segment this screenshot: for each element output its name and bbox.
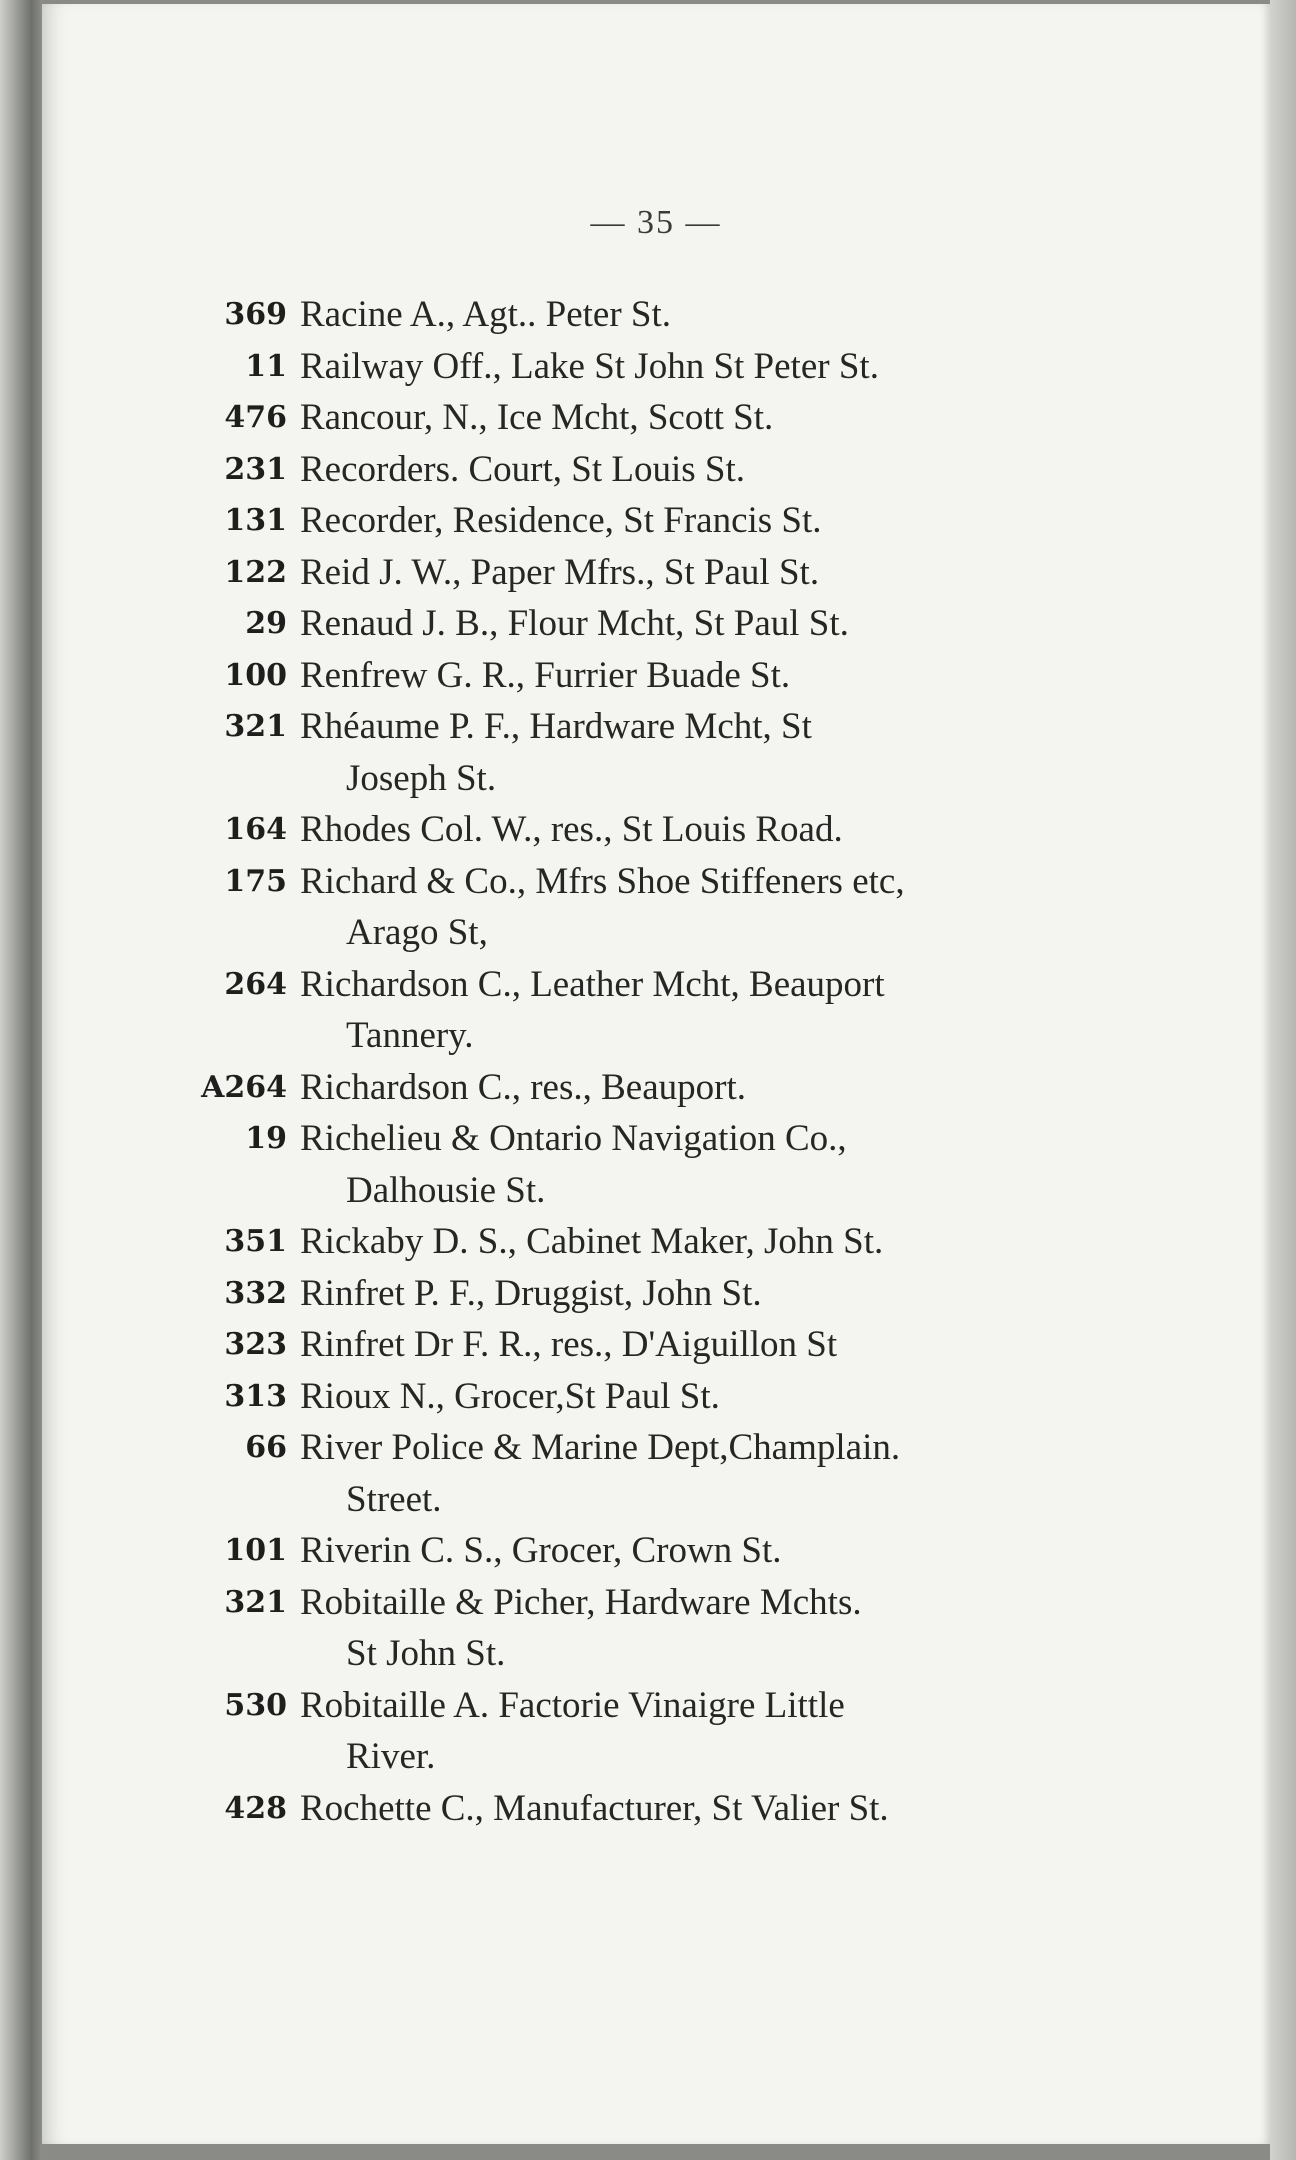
entry-text: Recorders. Court, St Louis St. <box>300 448 746 490</box>
entry-text: River Police & Marine Dept,Champlain. <box>300 1427 901 1468</box>
page-number: — 35 — <box>590 204 722 241</box>
entry-text: Reid J. W., Paper Mfrs., St Paul St. <box>300 551 820 593</box>
directory-entry <box>42 547 1270 599</box>
entry-text: Rochette C., Manufacturer, St Valier St. <box>300 1787 889 1829</box>
directory-entry <box>42 1525 1270 1577</box>
entry-text-continued: River. <box>346 1736 436 1777</box>
directory-entry <box>42 1319 1270 1371</box>
directory-entry <box>42 289 1270 341</box>
entry-text: Robitaille & Picher, Hardware Mchts. <box>300 1581 862 1623</box>
entry-text: Renfrew G. R., Furrier Buade St. <box>300 654 791 696</box>
entry-text-continued: Joseph St. <box>346 757 497 799</box>
entry-text: Recorder, Residence, St Francis St. <box>300 500 822 541</box>
entry-text: Richelieu & Ontario Navigation Co., <box>300 1118 847 1159</box>
directory-entry <box>42 1577 1270 1680</box>
phone-number: 100 <box>224 657 287 693</box>
directory-entry <box>42 1113 1270 1216</box>
phone-number: 428 <box>224 1790 287 1826</box>
entry-text: Rhéaume P. F., Hardware Mcht, St <box>300 706 812 747</box>
directory-entry <box>42 341 1270 393</box>
directory-entry <box>42 650 1270 702</box>
phone-number: 231 <box>224 451 287 487</box>
directory-entry <box>42 1783 1270 1835</box>
directory-entry <box>42 1422 1270 1525</box>
directory-entry <box>42 1680 1270 1783</box>
directory-entry <box>42 701 1270 804</box>
phone-number: 264 <box>224 966 287 1002</box>
entry-text: Rioux N., Grocer,St Paul St. <box>300 1375 720 1417</box>
directory-entry <box>42 856 1270 959</box>
phone-number: A264 <box>201 1069 287 1105</box>
directory-entry <box>42 444 1270 496</box>
entry-text-continued: Dalhousie St. <box>346 1169 546 1211</box>
phone-number: 323 <box>224 1327 287 1362</box>
phone-number: 29 <box>245 606 287 641</box>
entry-text: Rancour, N., Ice Mcht, Scott St. <box>300 397 774 438</box>
entry-text: Richard & Co., Mfrs Shoe Stiffeners etc, <box>300 860 905 902</box>
phone-number: 351 <box>224 1224 287 1259</box>
phone-number: 313 <box>224 1378 287 1414</box>
directory-entry <box>42 392 1270 444</box>
entry-text: Rhodes Col. W., res., St Louis Road. <box>300 809 843 850</box>
entry-text: Richardson C., res., Beauport. <box>300 1066 746 1108</box>
phone-number: 122 <box>224 554 287 590</box>
entry-text-continued: Arago St, <box>346 912 488 953</box>
entry-text: Rickaby D. S., Cabinet Maker, John St. <box>300 1221 884 1262</box>
book-spine <box>0 0 42 2160</box>
directory-entry <box>42 1062 1270 1114</box>
page <box>42 4 1270 2144</box>
page-edge <box>1270 0 1296 2160</box>
directory-entry <box>42 804 1270 856</box>
entry-text-continued: Tannery. <box>346 1015 474 1056</box>
phone-number: 530 <box>224 1687 287 1723</box>
phone-number: 19 <box>245 1121 287 1156</box>
phone-number: 175 <box>224 863 287 899</box>
phone-number: 332 <box>224 1275 287 1311</box>
entry-text: Racine A., Agt.. Peter St. <box>300 294 671 335</box>
directory-entry <box>42 959 1270 1062</box>
phone-number: 321 <box>224 709 287 744</box>
entry-text: Rinfret Dr F. R., res., D'Aiguillon St <box>300 1324 838 1365</box>
entry-text: Robitaille A. Factorie Vinaigre Little <box>300 1684 845 1726</box>
phone-number: 66 <box>245 1430 287 1465</box>
entry-text-continued: St John St. <box>346 1633 506 1674</box>
directory-entry <box>42 598 1270 650</box>
entry-text: Richardson C., Leather Mcht, Beauport <box>300 963 885 1005</box>
phone-number: 101 <box>224 1533 287 1568</box>
phone-number: 11 <box>245 348 287 384</box>
phone-number: 131 <box>224 503 287 538</box>
phone-number: 476 <box>224 400 287 435</box>
directory-entry <box>42 1371 1270 1423</box>
phone-number: 321 <box>224 1584 287 1620</box>
entry-text: Riverin C. S., Grocer, Crown St. <box>300 1530 782 1571</box>
directory-list <box>42 289 1270 1834</box>
entry-text: Railway Off., Lake St John St Peter St. <box>300 345 879 387</box>
entry-text: Rinfret P. F., Druggist, John St. <box>300 1272 762 1314</box>
entry-text: Renaud J. B., Flour Mcht, St Paul St. <box>300 603 849 644</box>
phone-number: 369 <box>224 297 287 332</box>
directory-entry <box>42 1268 1270 1320</box>
directory-entry <box>42 1216 1270 1268</box>
directory-entry <box>42 495 1270 547</box>
phone-number: 164 <box>224 812 287 847</box>
entry-text-continued: Street. <box>346 1478 442 1520</box>
